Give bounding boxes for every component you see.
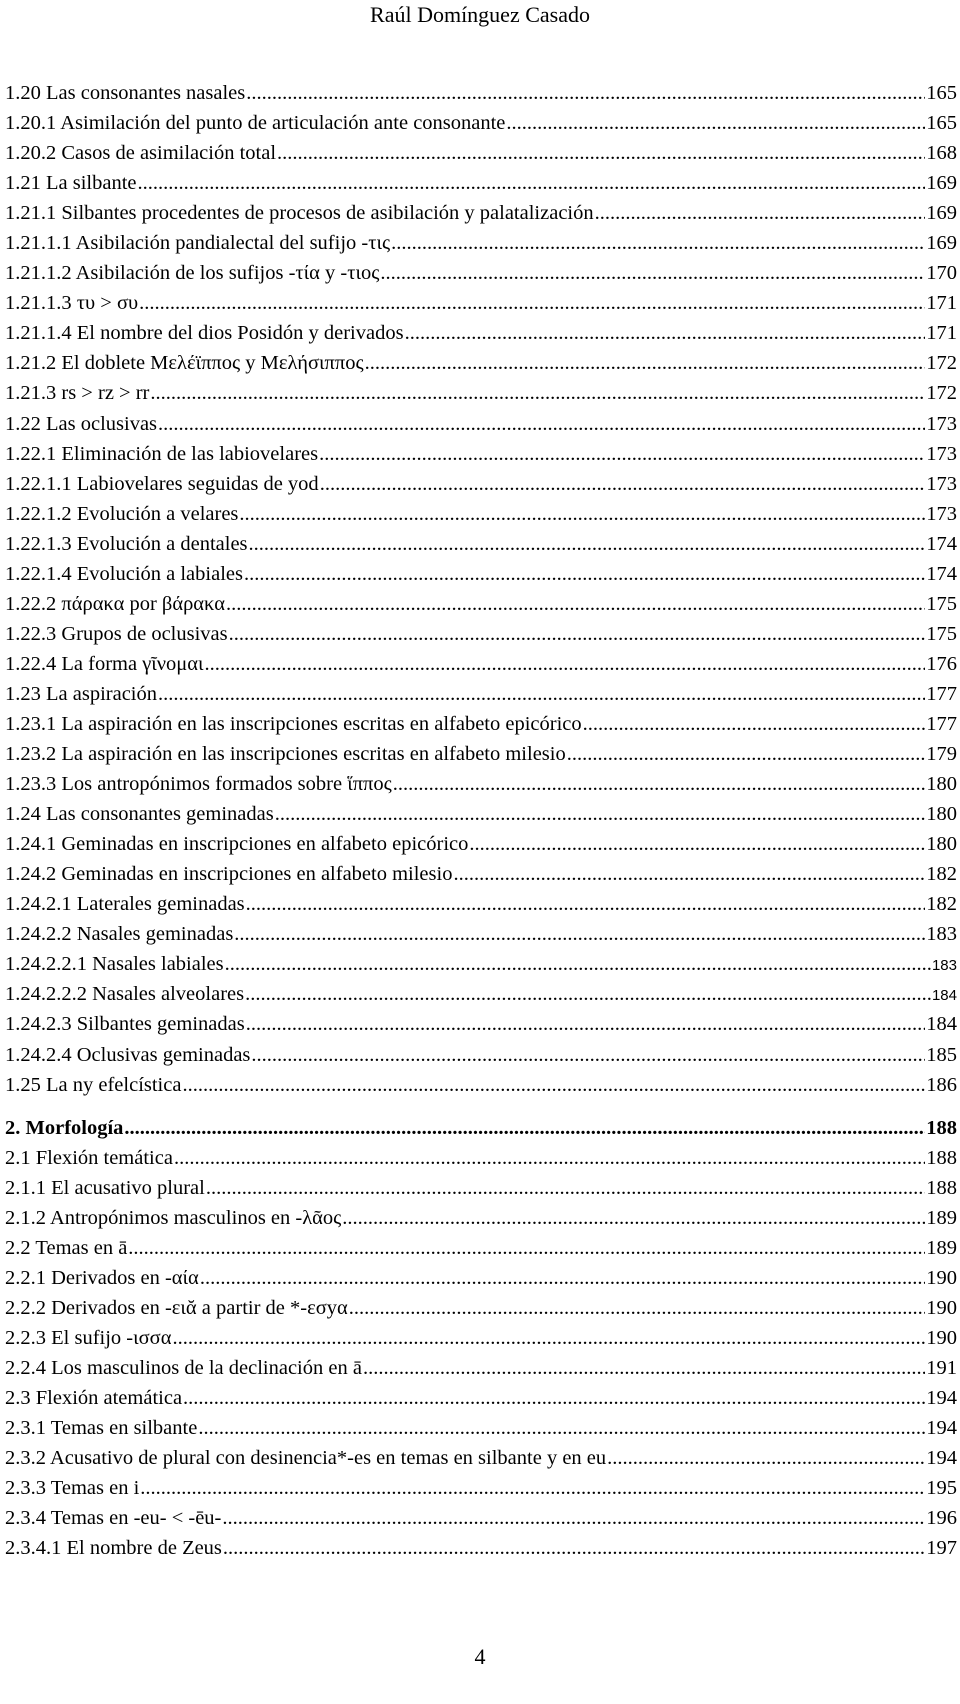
toc-entry-page: 190 [926, 1326, 957, 1349]
toc-entry-title: 1.20.1 Asimilación del punto de articulación ante consonante [5, 112, 506, 135]
dot-leader [222, 1503, 925, 1533]
toc-entry[interactable] [5, 1233, 957, 1263]
toc-entry-page: 165 [926, 82, 957, 104]
dot-leader [198, 1413, 925, 1443]
page-number: 4 [474, 1644, 486, 1669]
toc-entry[interactable] [5, 1533, 957, 1563]
dot-leader [453, 859, 925, 889]
toc-entry-title: 1.24.2.2 Nasales geminadas [5, 923, 234, 946]
dot-leader [239, 499, 925, 529]
toc-entry-page: 184 [931, 987, 957, 1005]
toc-entry[interactable] [5, 589, 957, 619]
toc-entry-title: 1.22.1.4 Evolución a labiales [5, 562, 243, 585]
dot-leader [583, 709, 926, 739]
dot-leader [150, 378, 925, 408]
toc-entry-page: 173 [926, 442, 957, 465]
toc-entry[interactable] [5, 439, 957, 469]
dot-leader [172, 1323, 925, 1353]
toc-entry-title: 1.22.1.3 Evolución a dentales [5, 532, 248, 555]
toc-entry[interactable] [5, 138, 957, 168]
toc-entry[interactable] [5, 1323, 957, 1353]
dot-leader [365, 348, 926, 378]
toc-entry[interactable] [5, 1143, 957, 1173]
toc-entry-page: 189 [926, 1206, 957, 1229]
dot-leader [469, 829, 925, 859]
dot-leader [225, 949, 931, 979]
dot-leader [226, 589, 925, 619]
toc-entry-title: 2.3 Flexión atemática [5, 1387, 183, 1410]
dot-leader [124, 1113, 925, 1143]
dot-leader [246, 1009, 926, 1039]
toc-entry-page: 180 [926, 773, 957, 796]
toc-entry-title: 1.25 La ny efelcística [5, 1073, 182, 1096]
dot-leader [158, 679, 925, 709]
toc-entry-title: 1.21 La silbante [5, 172, 137, 195]
toc-entry[interactable] [5, 949, 957, 979]
toc-entry-title: 1.23.1 La aspiración en las inscripciones escritas en alfabeto epicórico [5, 712, 582, 735]
toc-entry-page: 179 [926, 743, 957, 766]
toc-entry-title: 1.21.1.2 Asibilación de los sufijos -τία y -τιος [5, 262, 380, 285]
toc-entry-title: 2.3.4.1 El nombre de Zeus [5, 1537, 222, 1560]
toc-entry[interactable] [5, 469, 957, 499]
toc-entry-title: 2.2 Temas en ā [5, 1236, 128, 1259]
toc-entry-page: 173 [926, 502, 957, 525]
toc-entry[interactable] [5, 559, 957, 589]
running-header: Raúl Domínguez Casado [370, 2, 590, 27]
toc-entry-page: 190 [926, 1296, 957, 1319]
toc-entry[interactable] [5, 619, 957, 649]
toc-entry[interactable] [5, 529, 957, 559]
toc-entry-page: 183 [931, 957, 957, 975]
toc-entry[interactable] [5, 769, 957, 799]
dot-leader [246, 889, 926, 919]
toc-entry-title: 2.2.1 Derivados en -αία [5, 1266, 199, 1289]
dot-leader [182, 1070, 925, 1100]
dot-leader [506, 108, 925, 138]
toc-entry-page: 173 [926, 472, 957, 495]
toc-entry-page: 165 [926, 112, 957, 135]
toc-entry-title: 2.3.1 Temas en silbante [5, 1417, 198, 1440]
dot-leader [245, 979, 931, 1009]
toc-entry-title: 1.23 La aspiración [5, 682, 157, 705]
toc-entry-title: 2. Morfología [5, 1116, 124, 1139]
toc-entry[interactable] [5, 318, 957, 348]
toc-entry-title: 1.24 Las consonantes geminadas [5, 803, 274, 826]
dot-leader [234, 919, 925, 949]
toc-entry-page: 175 [926, 622, 957, 645]
toc-entry-page: 191 [926, 1356, 957, 1379]
toc-entry-page: 174 [926, 532, 957, 555]
dot-leader [128, 1233, 925, 1263]
toc-entry-page: 188 [926, 1176, 957, 1199]
toc-entry-title: 1.22 Las oclusivas [5, 412, 158, 435]
toc-entry-page: 171 [926, 322, 957, 345]
toc-entry-title: 1.22.2 πάρακα por βάρακα [5, 592, 225, 615]
dot-leader [567, 739, 926, 769]
toc-entry[interactable] [5, 1040, 957, 1070]
dot-leader [249, 529, 926, 559]
dot-leader [229, 619, 926, 649]
table-of-contents [5, 78, 957, 1563]
toc-entry[interactable] [5, 1383, 957, 1413]
toc-entry-title: 2.2.4 Los masculinos de la declinación en ā [5, 1356, 362, 1379]
toc-entry-page: 188 [926, 1116, 957, 1139]
toc-entry-title: 1.24.2.3 Silbantes geminadas [5, 1013, 245, 1036]
dot-leader [246, 78, 925, 108]
toc-entry-title: 1.22.1.1 Labiovelares seguidas de yod [5, 472, 319, 495]
toc-entry-page: 186 [926, 1073, 957, 1096]
toc-entry-page: 196 [926, 1507, 957, 1530]
toc-entry[interactable] [5, 1173, 957, 1203]
dot-leader [393, 769, 925, 799]
dot-leader [138, 168, 926, 198]
toc-entry[interactable] [5, 258, 957, 288]
toc-entry[interactable] [5, 348, 957, 378]
toc-entry[interactable] [5, 499, 957, 529]
toc-entry[interactable] [5, 739, 957, 769]
toc-entry-title: 2.3.2 Acusativo de plural con desinencia*-es en temas en silbante y en eu [5, 1447, 607, 1470]
toc-entry-page: 174 [926, 562, 957, 585]
toc-entry[interactable] [5, 1009, 957, 1039]
dot-leader [174, 1143, 925, 1173]
toc-entry-title: 1.24.2.2.2 Nasales alveolares [5, 983, 245, 1006]
toc-entry-title: 2.2.3 El sufijo -ισσα [5, 1326, 172, 1349]
toc-entry-title: 1.22.3 Grupos de oclusivas [5, 622, 228, 645]
toc-entry-title: 2.1.2 Antropónimos masculinos en -λᾶος [5, 1206, 342, 1229]
toc-entry-title: 1.24.2 Geminadas en inscripciones en alfabeto milesio [5, 863, 453, 886]
dot-leader [607, 1443, 925, 1473]
toc-entry[interactable] [5, 78, 957, 108]
dot-leader [380, 258, 925, 288]
dot-leader [205, 649, 926, 679]
toc-entry-page: 194 [926, 1447, 957, 1470]
toc-entry[interactable] [5, 409, 957, 439]
toc-entry-page: 172 [926, 382, 957, 405]
toc-entry-page: 194 [926, 1387, 957, 1410]
toc-entry[interactable] [5, 168, 957, 198]
dot-leader [223, 1533, 925, 1563]
toc-entry[interactable] [5, 1293, 957, 1323]
toc-entry-page: 171 [926, 292, 957, 315]
toc-entry-title: 1.23.3 Los antropónimos formados sobre ἵππος [5, 773, 392, 796]
toc-entry-title: 2.3.4 Temas en -eu- < -ēu- [5, 1507, 222, 1530]
toc-entry-page: 176 [926, 652, 957, 675]
toc-entry-page: 194 [926, 1417, 957, 1440]
dot-leader [183, 1383, 925, 1413]
toc-entry-page: 183 [926, 923, 957, 946]
dot-leader [275, 799, 926, 829]
toc-entry[interactable] [5, 889, 957, 919]
toc-entry[interactable] [5, 1203, 957, 1233]
toc-entry-page: 169 [926, 172, 957, 195]
toc-entry[interactable] [5, 1353, 957, 1383]
toc-entry[interactable] [5, 709, 957, 739]
toc-entry-title: 1.22.1 Eliminación de las labiovelares [5, 442, 319, 465]
toc-entry-page: 195 [926, 1477, 957, 1500]
toc-entry[interactable] [5, 919, 957, 949]
dot-leader [158, 409, 925, 439]
dot-leader [244, 559, 925, 589]
toc-entry-page: 169 [926, 202, 957, 225]
toc-entry[interactable] [5, 378, 957, 408]
toc-entry-page: 173 [926, 412, 957, 435]
toc-entry-page: 175 [926, 592, 957, 615]
dot-leader [342, 1203, 925, 1233]
toc-entry[interactable] [5, 859, 957, 889]
dot-leader [277, 138, 925, 168]
toc-entry[interactable] [5, 228, 957, 258]
dot-leader [391, 228, 925, 258]
dot-leader [251, 1040, 925, 1070]
toc-entry[interactable] [5, 1113, 957, 1143]
toc-entry-page: 197 [926, 1537, 957, 1560]
toc-entry-title: 2.1.1 El acusativo plural [5, 1176, 205, 1199]
toc-entry-page: 188 [926, 1146, 957, 1169]
dot-leader [319, 439, 925, 469]
toc-entry-title: 1.23.2 La aspiración en las inscripciones escritas en alfabeto milesio [5, 743, 566, 766]
toc-entry[interactable] [5, 108, 957, 138]
toc-entry-title: 2.3.3 Temas en i [5, 1477, 140, 1500]
toc-entry-page: 190 [926, 1266, 957, 1289]
toc-entry-page: 169 [926, 232, 957, 255]
toc-entry-title: 1.20 Las consonantes nasales [5, 82, 246, 104]
dot-leader [200, 1263, 925, 1293]
toc-entry-title: 1.21.1.4 El nombre del dios Posidón y derivados [5, 322, 404, 345]
toc-entry-page: 177 [926, 682, 957, 705]
toc-entry-page: 185 [926, 1043, 957, 1066]
toc-entry-title: 1.24.1 Geminadas en inscripciones en alfabeto epicórico [5, 833, 469, 856]
toc-entry[interactable] [5, 1070, 957, 1100]
toc-entry[interactable] [5, 979, 957, 1009]
toc-entry[interactable] [5, 1503, 957, 1533]
dot-leader [206, 1173, 925, 1203]
toc-entry-title: 1.21.2 El doblete Μελέϊππος y Μελήσιππος [5, 352, 364, 375]
toc-entry-title: 1.22.4 La forma γῖνομαι [5, 652, 204, 675]
toc-entry-page: 180 [926, 803, 957, 826]
toc-entry-page: 177 [926, 712, 957, 735]
toc-entry-page: 184 [926, 1013, 957, 1036]
dot-leader [140, 1473, 925, 1503]
toc-entry[interactable] [5, 288, 957, 318]
toc-entry-page: 168 [926, 142, 957, 165]
toc-entry-title: 1.21.3 rs > rz > rr [5, 382, 150, 405]
toc-entry-title: 2.1 Flexión temática [5, 1146, 173, 1169]
toc-entry[interactable] [5, 198, 957, 228]
toc-entry-page: 170 [926, 262, 957, 285]
dot-leader [349, 1293, 926, 1323]
toc-entry-title: 1.21.1.1 Asibilación pandialectal del sufijo -τις [5, 232, 391, 255]
toc-entry-page: 172 [926, 352, 957, 375]
toc-entry-title: 1.21.1 Silbantes procedentes de procesos de asibilación y palatalización [5, 202, 594, 225]
toc-entry[interactable] [5, 829, 957, 859]
dot-leader [320, 469, 926, 499]
toc-entry-page: 180 [926, 833, 957, 856]
toc-entry-title: 1.24.2.1 Laterales geminadas [5, 893, 245, 916]
toc-entry-page: 182 [926, 893, 957, 916]
dot-leader [139, 288, 925, 318]
toc-entry-title: 1.22.1.2 Evolución a velares [5, 502, 239, 525]
toc-entry[interactable] [5, 1443, 957, 1473]
toc-entry[interactable] [5, 1263, 957, 1293]
toc-entry-page: 182 [926, 863, 957, 886]
toc-entry[interactable] [5, 1413, 957, 1443]
toc-entry-title: 1.24.2.4 Oclusivas geminadas [5, 1043, 251, 1066]
toc-entry[interactable] [5, 679, 957, 709]
toc-entry-title: 1.20.2 Casos de asimilación total [5, 142, 277, 165]
dot-leader [595, 198, 926, 228]
toc-entry[interactable] [5, 1473, 957, 1503]
toc-entry-page: 189 [926, 1236, 957, 1259]
dot-leader [363, 1353, 925, 1383]
toc-entry[interactable] [5, 649, 957, 679]
toc-entry-title: 1.21.1.3 τυ > συ [5, 292, 139, 315]
toc-entry[interactable] [5, 799, 957, 829]
toc-entry-title: 1.24.2.2.1 Nasales labiales [5, 953, 224, 976]
toc-entry-title: 2.2.2 Derivados en -ειᾰ a partir de *-εσyα [5, 1296, 348, 1319]
dot-leader [405, 318, 926, 348]
